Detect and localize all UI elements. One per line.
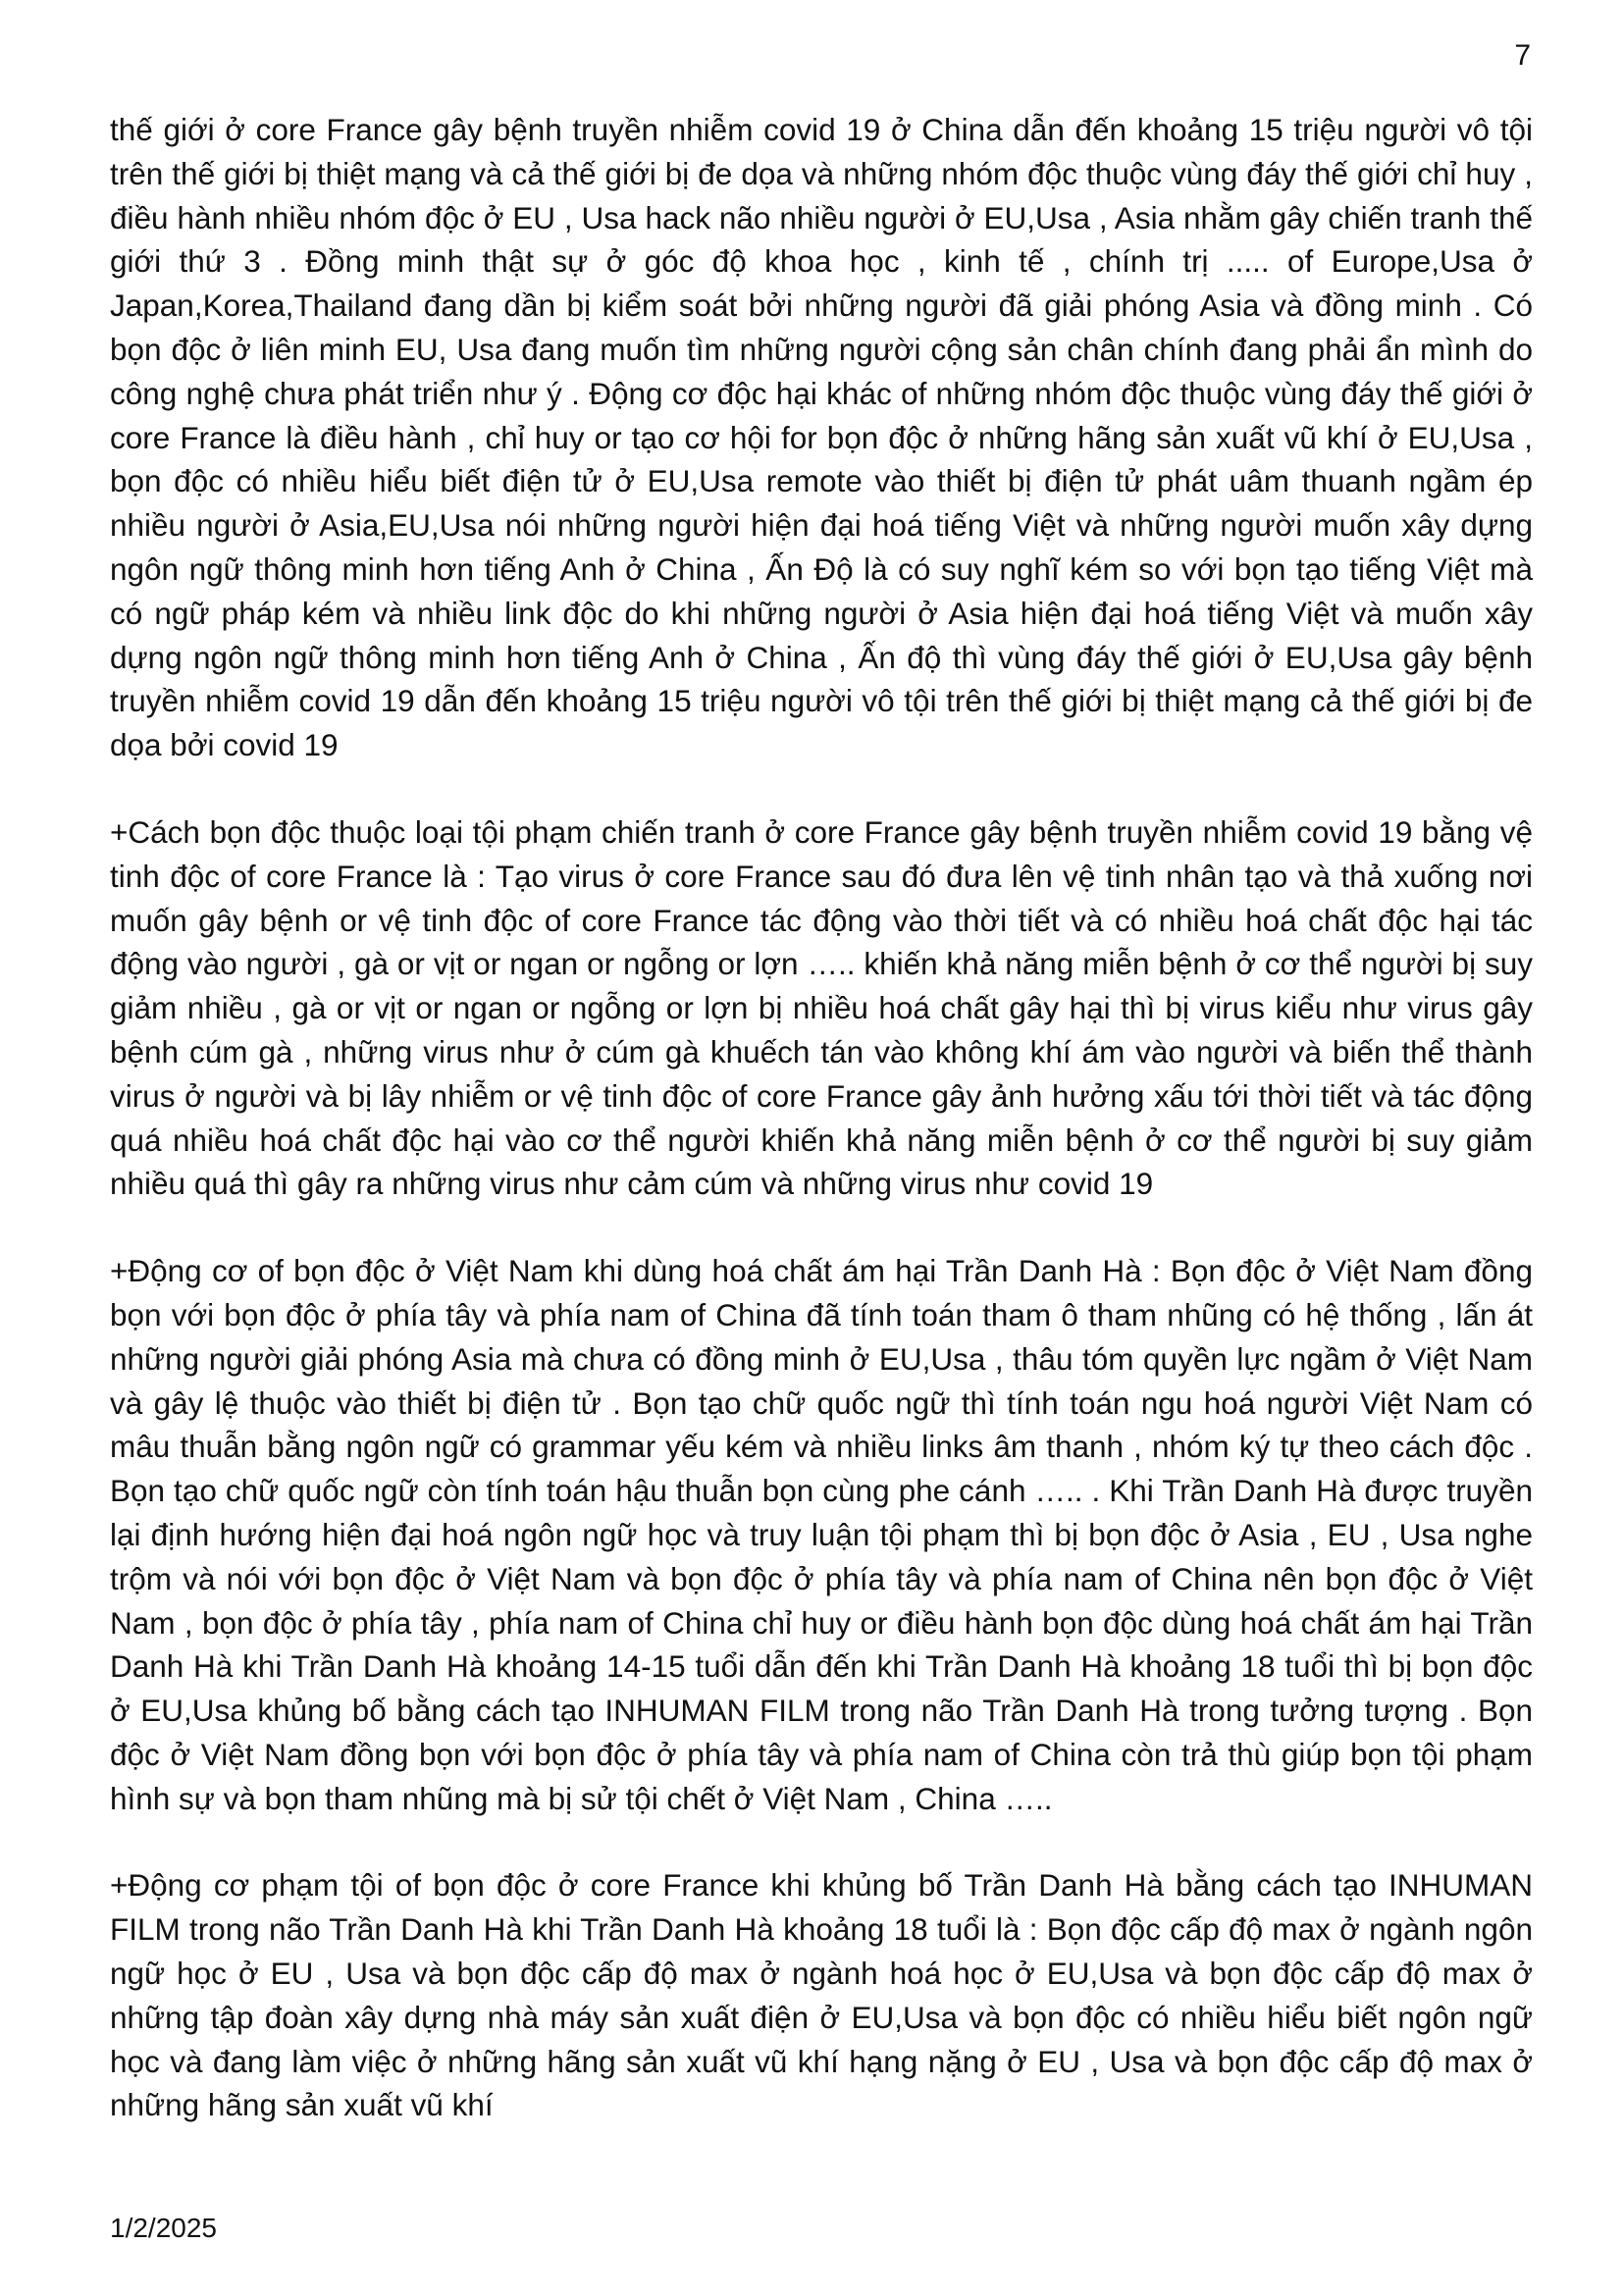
paragraph-2: +Cách bọn độc thuộc loại tội phạm chiến tranh ở core France gây bệnh truyền nhiễm covid 19 bằng vệ tinh độc of core France là : Tạo virus ở core France sau đó đưa lên vệ tinh nhân tạo và thả xuống nơi muốn gây bệnh or vệ tinh độc of core France tác động vào thời tiết và có nhiều hoá chất độc hại tác động vào người , gà or vịt or ngan or ngỗng or lợn ….. khiến khả năng miễn bệnh ở cơ thể người bị suy giảm nhiều , gà or vịt or ngan or ngỗng or lợn bị nhiều hoá chất gây hại thì bị virus kiểu như virus gây bệnh cúm gà , những virus như ở cúm gà khuếch tán vào không khí ám vào người và biến thể thành virus ở người và bị lây nhiễm or vệ tinh độc of core France gây ảnh hưởng xấu tới thời tiết và tác động quá nhiều hoá chất độc hại vào cơ thể người khiến khả năng miễn bệnh ở cơ thể người bị suy giảm nhiều quá thì gây ra những virus như cảm cúm và những virus như covid 19	[110, 813, 1533, 1202]
document-body	[110, 108, 1533, 2127]
footer-date: 1/2/2025	[110, 2213, 217, 2243]
paragraph-4: +Động cơ phạm tội of bọn độc ở core France khi khủng bố Trần Danh Hà bằng cách tạo INHUMAN FILM trong não Trần Danh Hà khi Trần Danh Hà khoảng 18 tuổi là : Bọn độc cấp độ max ở ngành ngôn ngữ học ở EU , Usa và bọn độc cấp độ max ở ngành hoá học ở EU,Usa và bọn độc cấp độ max ở những tập đoàn xây dựng nhà máy sản xuất điện ở EU,Usa và bọn độc có nhiều hiểu biết ngôn ngữ học và đang làm việc ở những hãng sản xuất vũ khí hạng nặng ở EU , Usa và bọn độc cấp độ max ở những hãng sản xuất vũ khí	[110, 1867, 1533, 2123]
paragraph-1: thế giới ở core France gây bệnh truyền nhiễm covid 19 ở China dẫn đến khoảng 15 triệu người vô tội trên thế giới bị thiệt mạng và cả thế giới bị đe dọa và những nhóm độc thuộc vùng đáy thế giới chỉ huy , điều hành nhiều nhóm độc ở EU , Usa hack não nhiều người ở EU,Usa , Asia nhằm gây chiến tranh thế giới thứ 3 . Đồng minh thật sự ở góc độ khoa học , kinh tế , chính trị ..... of Europe,Usa ở Japan,Korea,Thailand đang dần bị kiểm soát bởi những người đã giải phóng Asia và đồng minh . Có bọn độc ở liên minh EU, Usa đang muốn tìm những người cộng sản chân chính đang phải ẩn mình do công nghệ chưa phát triển như ý . Động cơ độc hại khác of những nhóm độc thuộc vùng đáy thế giới ở core France là điều hành , chỉ huy or tạo cơ hội for bọn độc ở những hãng sản xuất vũ khí ở EU,Usa , bọn độc có nhiều hiểu biết điện tử ở EU,Usa remote vào thiết bị điện tử phát uâm thuanh ngầm ép nhiều người ở Asia,EU,Usa nói những người hiện đại hoá tiếng Việt và những người muốn xây dựng ngôn ngữ thông minh hơn tiếng Anh ở China , Ấn Độ là có suy nghĩ kém so với bọn tạo tiếng Việt mà có ngữ pháp kém và nhiều link độc do khi những người ở Asia hiện đại hoá tiếng Việt và muốn xây dựng ngôn ngữ thông minh hơn tiếng Anh ở China , Ấn độ thì vùng đáy thế giới ở EU,Usa gây bệnh truyền nhiễm covid 19 dẫn đến khoảng 15 triệu người vô tội trên thế giới bị thiệt mạng cả thế giới bị đe dọa bởi covid 19	[110, 112, 1533, 763]
paragraph-3: +Động cơ of bọn độc ở Việt Nam khi dùng hoá chất ám hại Trần Danh Hà : Bọn độc ở Việt Nam đồng bọn với bọn độc ở phía tây và phía nam of China đã tính toán tham ô tham nhũng có hệ thống , lấn át những người giải phóng Asia mà chưa có đồng minh ở EU,Usa , thâu tóm quyền lực ngầm ở Việt Nam và gây lệ thuộc vào thiết bị điện tử . Bọn tạo chữ quốc ngữ thì tính toán ngu hoá người Việt Nam có mâu thuẫn bằng ngôn ngữ có grammar yếu kém và nhiều links âm thanh , nhóm ký tự theo cách độc . Bọn tạo chữ quốc ngữ còn tính toán hậu thuẫn bọn cùng phe cánh ….. . Khi Trần Danh Hà được truyền lại định hướng hiện đại hoá ngôn ngữ học và truy luận tội phạm thì bị bọn độc ở Asia , EU , Usa nghe trộm và nói với bọn độc ở Việt Nam và bọn độc ở phía tây và phía nam of China nên bọn độc ở Việt Nam , bọn độc ở phía tây , phía nam of China chỉ huy or điều hành bọn độc dùng hoá chất ám hại Trần Danh Hà khi Trần Danh Hà khoảng 14-15 tuổi dẫn đến khi Trần Danh Hà khoảng 18 tuổi thì bị bọn độc ở EU,Usa khủng bố bằng cách tạo INHUMAN FILM trong não Trần Danh Hà trong tưởng tượng . Bọn độc ở Việt Nam đồng bọn với bọn độc ở phía tây và phía nam of China còn trả thù giúp bọn tội phạm hình sự và bọn tham nhũng mà bị sử tội chết ở Việt Nam , China …..	[110, 1253, 1533, 1816]
page-number: 7	[1514, 39, 1531, 72]
